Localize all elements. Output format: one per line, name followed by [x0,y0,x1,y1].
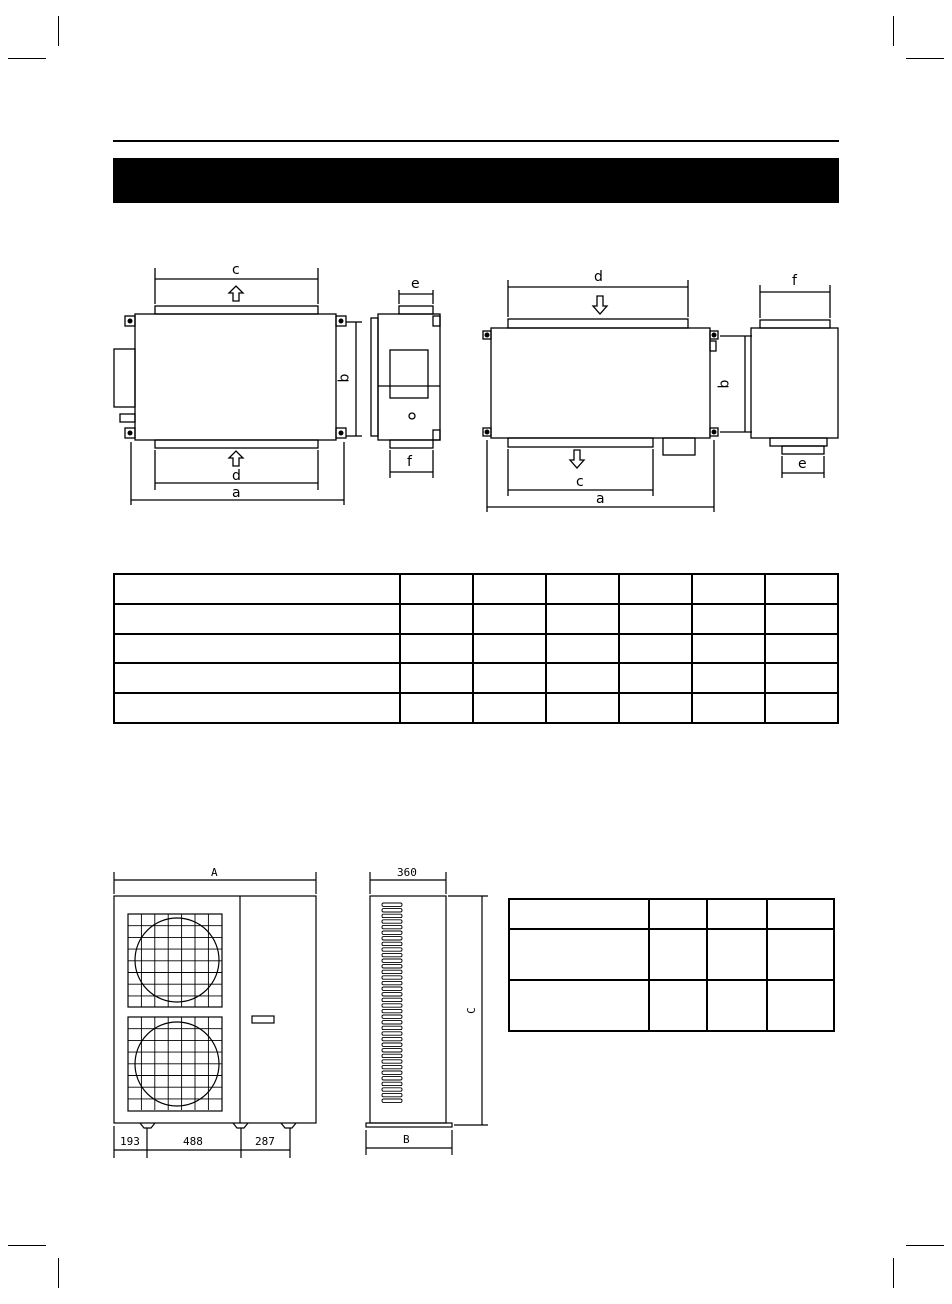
louver-slot [382,937,402,940]
louver-slot [382,931,402,934]
louver-slot [382,1026,402,1029]
louver-slot [382,909,402,912]
dim-label-a-2: a [596,491,605,507]
louver-slot [382,965,402,968]
louver-slot [382,1021,402,1024]
louver-slot [382,1043,402,1046]
dim-label-B: B [403,1133,410,1146]
louver-slot [382,942,402,945]
outdoor-dimension-table [508,898,835,1032]
louver-slot [382,903,402,906]
dim-label-360: 360 [397,866,417,879]
louver-slot [382,1060,402,1063]
table-row [509,929,834,980]
louver-slot [382,925,402,928]
louver-slot [382,1049,402,1052]
louver-slot [382,914,402,917]
louver-slot [382,1093,402,1096]
dim-label-193: 193 [120,1135,140,1148]
louver-slot [382,1088,402,1091]
dim-label-f-2: f [792,273,797,289]
louver-slot [382,970,402,973]
dim-label-e-2: e [798,456,807,472]
dim-label-b-2: b [716,379,733,389]
table-row [509,980,834,1031]
louver-slot [382,959,402,962]
louver-slot [382,1054,402,1057]
louver-slot [382,1065,402,1068]
dim-label-c-2: c [576,474,584,490]
louver-slot [382,948,402,951]
louver-slot [382,1015,402,1018]
dim-label-488: 488 [183,1135,203,1148]
louver-slot [382,1099,402,1102]
louver-slot [382,1077,402,1080]
table-row [509,899,834,929]
louver-slot [382,981,402,984]
dim-label-c: c [232,262,240,278]
dim-label-a: a [232,485,241,501]
louver-slot [382,1004,402,1007]
louver-slot [382,998,402,1001]
louver-slot [382,976,402,979]
louver-slot [382,1032,402,1035]
louver-slot [382,1071,402,1074]
louver-slot [382,993,402,996]
louver-slot [382,987,402,990]
dim-label-A: A [211,866,218,879]
dim-label-287: 287 [255,1135,275,1148]
louver-slot [382,1009,402,1012]
louver-slot [382,1037,402,1040]
dim-label-C: C [464,1007,478,1014]
dim-label-d: d [232,468,241,484]
louver-slot [382,920,402,923]
louver-slot [382,953,402,956]
louver-slot [382,1082,402,1085]
dim-label-f: f [407,454,412,470]
dim-label-e: e [411,276,420,292]
dim-label-d-2: d [594,269,603,285]
dim-label-b: b [336,373,353,383]
